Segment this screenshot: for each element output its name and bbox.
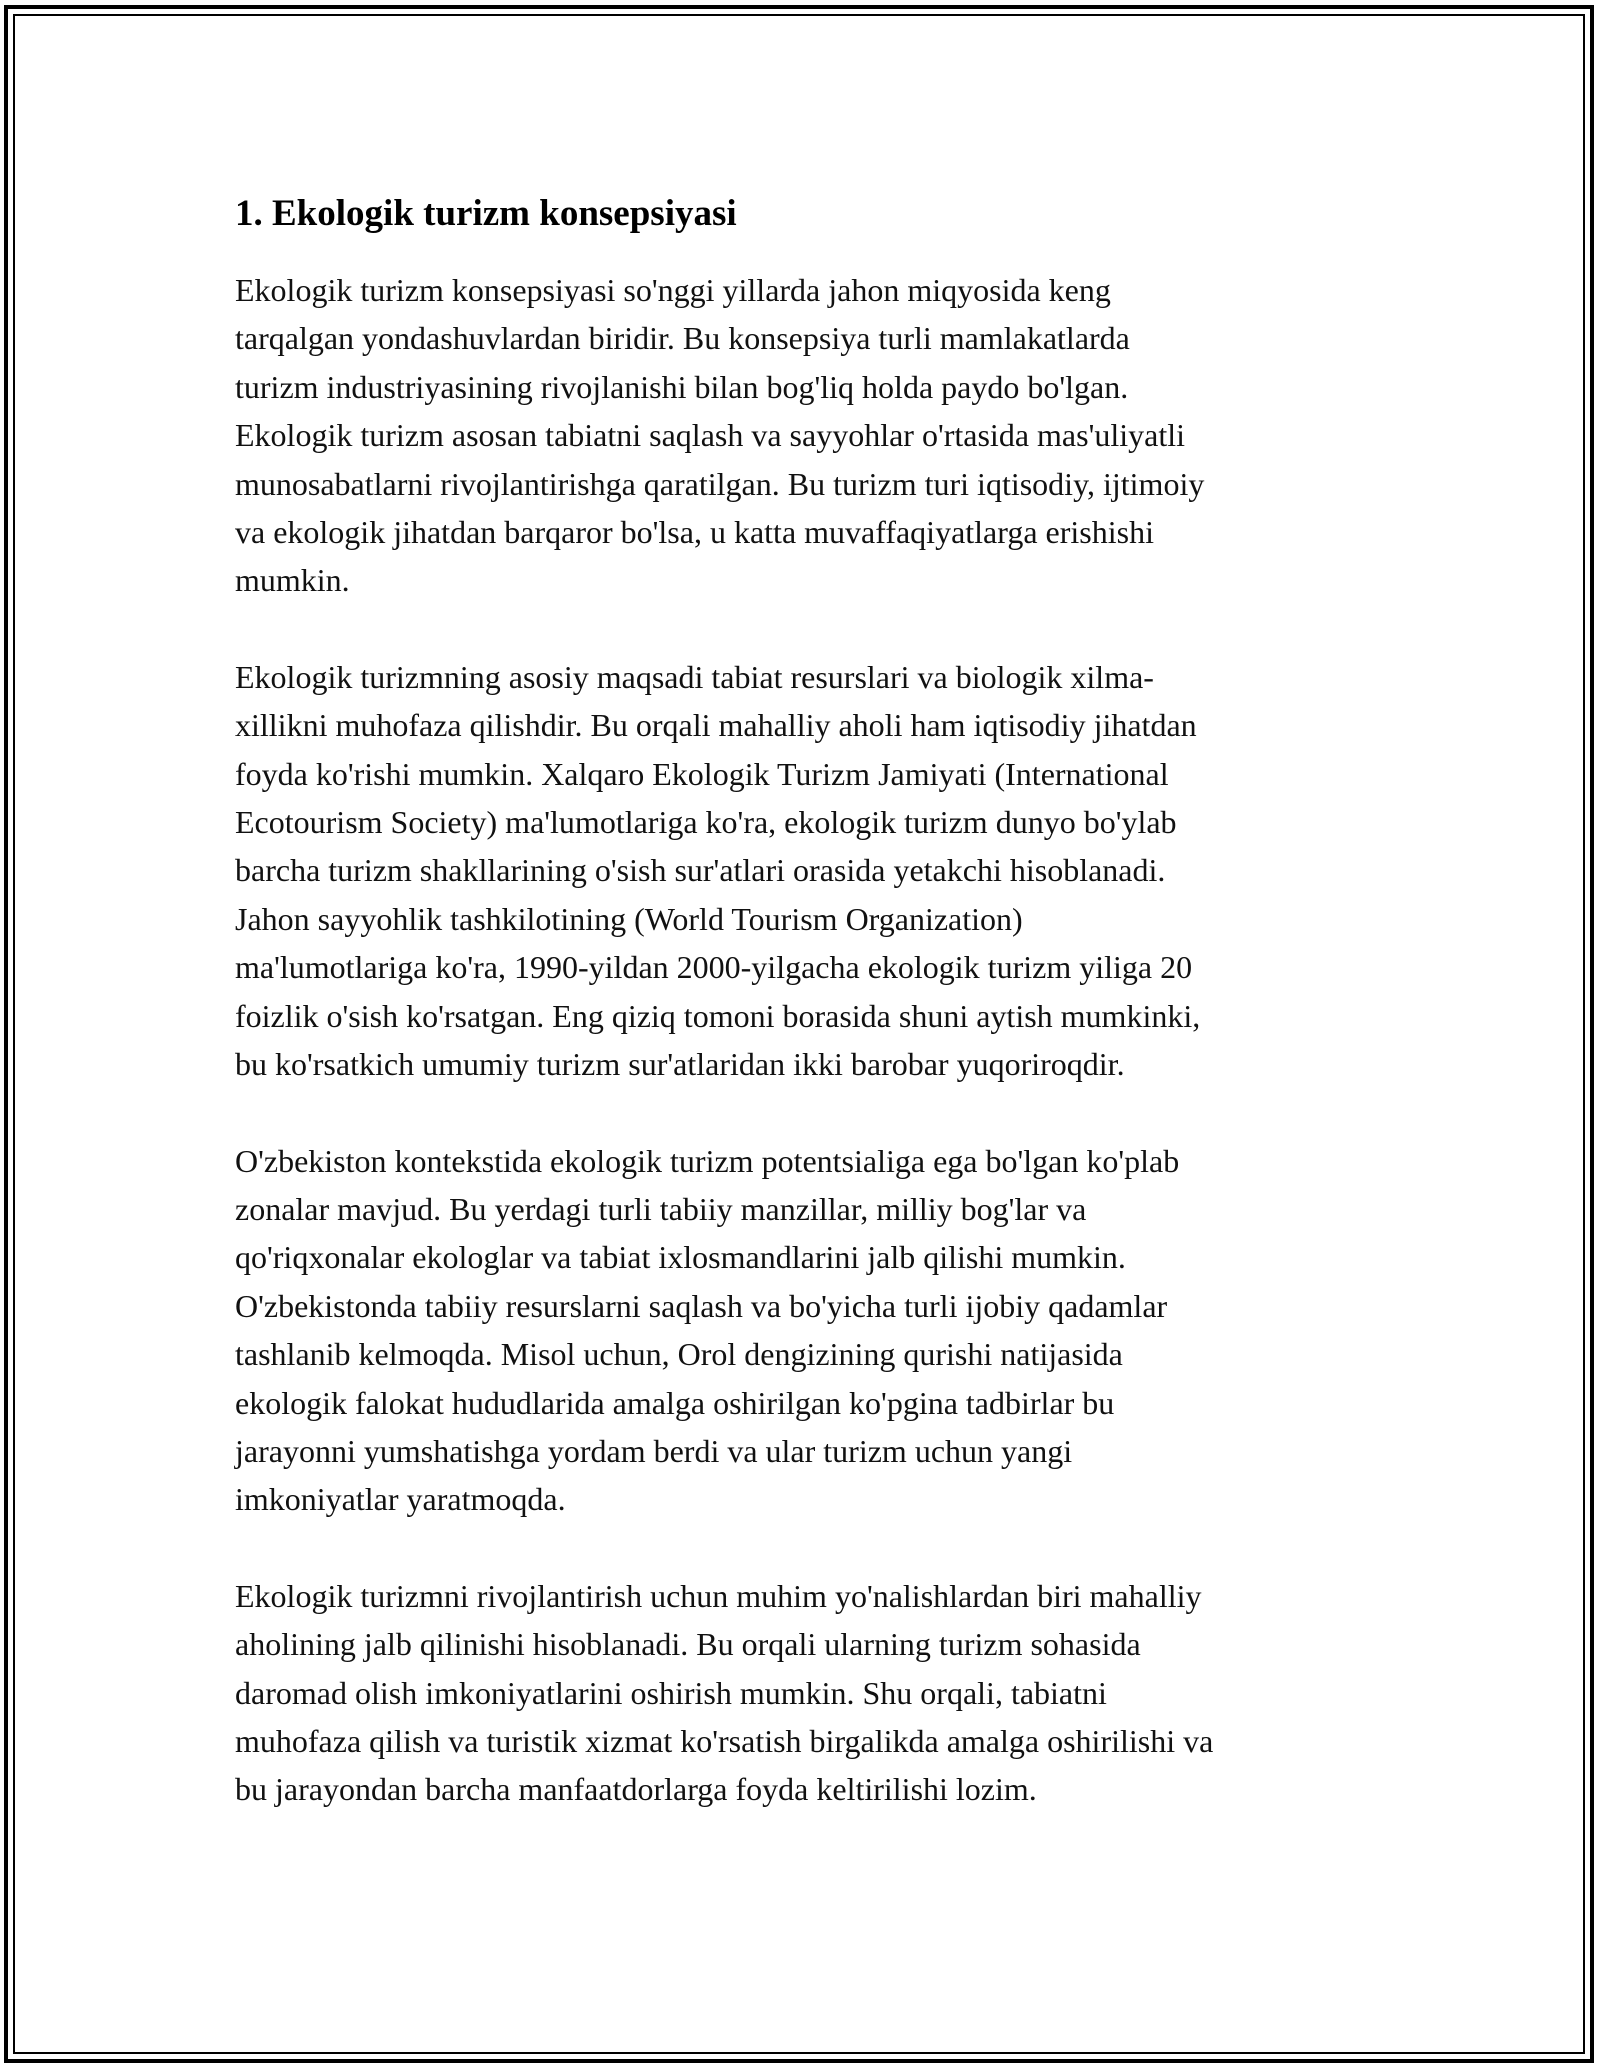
body-paragraph [235,1572,1365,1814]
paragraph-line: Ecotourism Society) ma'lumotlariga ko'ra, ekologik turizm dunyo bo'ylab [235,804,1177,841]
paragraph-line: munosabatlarni rivojlantirishga qaratilgan. Bu turizm turi iqtisodiy, ijtimoiy [235,465,1205,502]
paragraph-line: Jahon sayyohlik tashkilotining (World Tourism Organization) [235,900,1023,937]
paragraph-line: va ekologik jihatdan barqaror bo'lsa, u katta muvaffaqiyatlarga erishishi [235,514,1154,551]
paragraph-line: xillikni muhofaza qilishdir. Bu orqali mahalliy aholi ham iqtisodiy jihatdan [235,707,1197,744]
paragraph-line: jarayonni yumshatishga yordam berdi va ular turizm uchun yangi [235,1432,1073,1469]
paragraph-line: tashlanib kelmoqda. Misol uchun, Orol dengizining qurishi natijasida [235,1336,1123,1373]
paragraph-list [235,266,1365,1814]
paragraph-line: bu jarayondan barcha manfaatdorlarga foyda keltirilishi lozim. [235,1771,1037,1808]
paragraph-line: foyda ko'rishi mumkin. Xalqaro Ekologik Turizm Jamiyati (International [235,755,1169,792]
paragraph-line: ma'lumotlariga ko'ra, 1990-yildan 2000-yilgacha ekologik turizm yiliga 20 [235,949,1193,986]
paragraph-line: mumkin. [235,562,350,599]
paragraph-line: daromad olish imkoniyatlarini oshirish mumkin. Shu orqali, tabiatni [235,1674,1107,1711]
paragraph-line: zonalar mavjud. Bu yerdagi turli tabiiy manzillar, milliy bog'lar va [235,1190,1087,1227]
paragraph-line: imkoniyatlar yaratmoqda. [235,1481,566,1518]
paragraph-line: Ekologik turizm asosan tabiatni saqlash va sayyohlar o'rtasida mas'uliyatli [235,417,1185,454]
paragraph-line: O'zbekistonda tabiiy resurslarni saqlash va bo'yicha turli ijobiy qadamlar [235,1287,1168,1324]
paragraph-line: Ekologik turizm konsepsiyasi so'nggi yillarda jahon miqyosida keng [235,272,1111,308]
paragraph-line: ekologik falokat hududlarida amalga oshirilgan ko'pgina tadbirlar bu [235,1384,1115,1421]
body-paragraph [235,266,1365,605]
paragraph-line: O'zbekiston kontekstida ekologik turizm potentsialiga ega bo'lgan ko'plab [235,1142,1180,1179]
paragraph-line: turizm industriyasining rivojlanishi bilan bog'liq holda paydo bo'lgan. [235,368,1129,405]
paragraph-line: bu ko'rsatkich umumiy turizm sur'atlaridan ikki barobar yuqoriroqdir. [235,1046,1125,1083]
body-paragraph [235,1137,1365,1524]
section-heading: 1. Ekologik turizm konsepsiyasi [235,193,737,234]
paragraph-line: muhofaza qilish va turistik xizmat ko'rsatish birgalikda amalga oshirilishi va [235,1722,1214,1759]
paragraph-line: tarqalgan yondashuvlardan biridir. Bu konsepsiya turli mamlakatlarda [235,320,1130,357]
paragraph-line: aholining jalb qilinishi hisoblanadi. Bu orqali ularning turizm sohasida [235,1626,1141,1663]
body-paragraph [235,653,1365,1089]
paragraph-line: Ekologik turizmning asosiy maqsadi tabiat resurslari va biologik xilma- [235,658,1154,695]
document-body [235,188,1365,1862]
paragraph-line: Ekologik turizmni rivojlantirish uchun muhim yo'nalishlardan biri mahalliy [235,1577,1202,1614]
paragraph-line: foizlik o'sish ko'rsatgan. Eng qiziq tomoni borasida shuni aytish mumkinki, [235,997,1201,1034]
paragraph-line: qo'riqxonalar ekologlar va tabiat ixlosmandlarini jalb qilishi mumkin. [235,1239,1126,1276]
paragraph-line: barcha turizm shakllarining o'sish sur'atlari orasida yetakchi hisoblanadi. [235,852,1166,889]
